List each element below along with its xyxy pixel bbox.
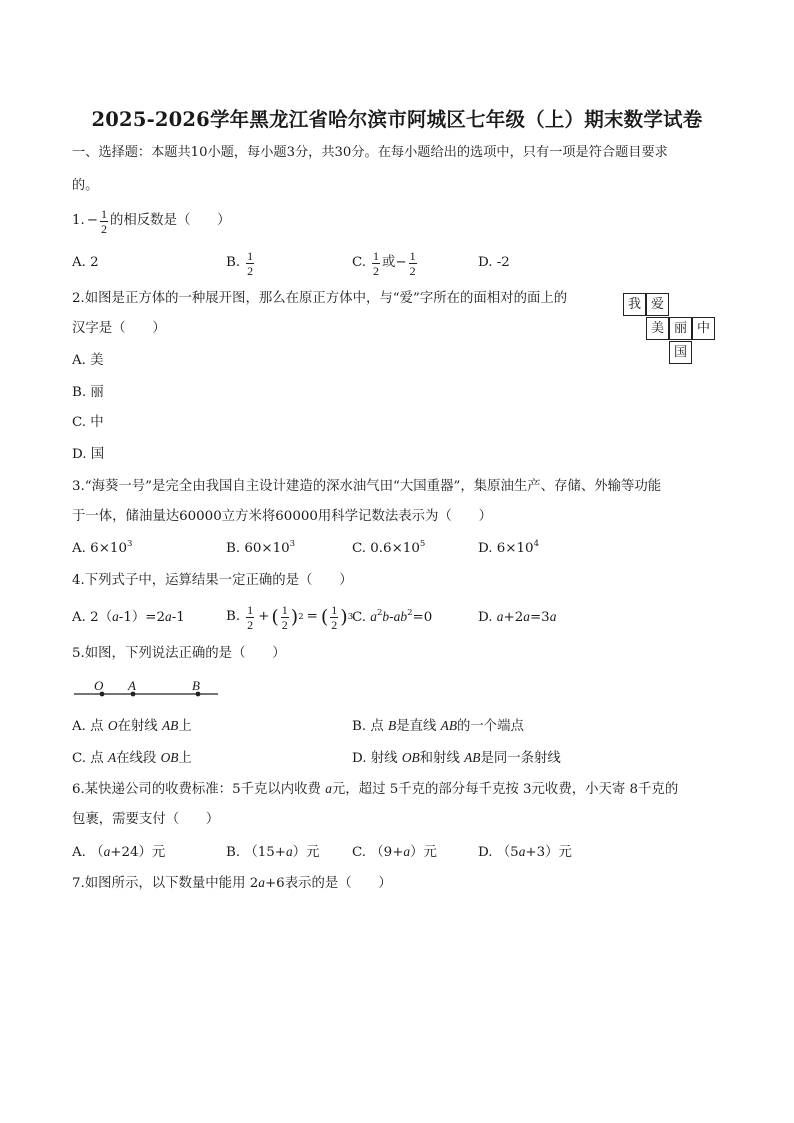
q1-option-c[interactable]: C. $\frac{1}{2}$ 或 − $\frac{1}{2}$	[352, 248, 416, 278]
q6-option-b[interactable]: B. （15+a）元	[226, 844, 320, 860]
q2-option-d[interactable]: D. 国	[72, 447, 105, 462]
q3-option-a[interactable]: A. $6\times 10^3$	[72, 539, 133, 556]
cube-face-li: 丽	[669, 317, 692, 340]
q5-option-b[interactable]: B. 点 B是直线 AB的一个端点	[352, 718, 524, 734]
cube-face-mei: 美	[646, 317, 669, 340]
fraction-one-half: $\frac{1}{2}$	[409, 248, 416, 278]
question-6-line2: 包裹，需要支付（ ）	[72, 812, 220, 827]
fraction-one-half: $\frac{1}{2}$	[281, 602, 288, 632]
q4-option-a[interactable]: A. 2（a-1）=2a-1	[72, 609, 185, 625]
section-header-line2: 的。	[72, 178, 99, 193]
q4-option-c[interactable]: C. $a^2b-ab^2=0$	[352, 608, 433, 625]
q1-option-d[interactable]: D. -2	[478, 255, 510, 270]
q1-option-b[interactable]: B. $\frac{1}{2}$	[226, 248, 254, 278]
q6-option-c[interactable]: C. （9+a）元	[352, 844, 437, 860]
q3-option-b[interactable]: B. $60\times 10^3$	[226, 539, 296, 556]
question-number: 1.	[72, 213, 85, 228]
q4-option-b[interactable]: B. $\frac{1}{2}$ + ( $\frac{1}{2}$ ) 2 = ( $\frac{1}{2}$ ) 3	[226, 602, 354, 632]
question-3-line2: 于一体，储油量达60000立方米将60000用科学记数法表示为（ ）	[72, 509, 492, 524]
cube-face-zhong: 中	[692, 317, 715, 340]
question-2-line2: 汉字是（ ）	[72, 321, 166, 336]
point-a-label: A	[128, 678, 136, 693]
question-text: 的相反数是（ ）	[110, 213, 231, 228]
q2-option-b[interactable]: B. 丽	[72, 385, 104, 400]
q5-option-c[interactable]: C. 点 A在线段 OB上	[72, 750, 192, 766]
question-3-line1: 3.“海葵一号”是完全由我国自主设计建造的深水油气田“大国重器”，集原油生产、存储、外输等功能	[72, 479, 662, 494]
page-title: 2025-2026学年黑龙江省哈尔滨市阿城区七年级（上）期末数学试卷	[91, 108, 703, 131]
question-4-stem: 4.下列式子中，运算结果一定正确的是（ ）	[72, 573, 353, 588]
q4-option-d[interactable]: D. a+2a=3a	[478, 609, 557, 625]
point-o-label: O	[94, 678, 104, 693]
question-1-stem	[72, 204, 231, 238]
cube-face-guo: 国	[669, 341, 692, 364]
cube-face-ai: 爱	[646, 293, 669, 316]
q2-option-a[interactable]: A. 美	[72, 353, 104, 368]
fraction-one-half: $\frac{1}{2}$	[247, 248, 254, 278]
fraction-one-half: $\frac{1}{2}$	[247, 602, 254, 632]
question-6-line1: 6.某快递公司的收费标准：5千克以内收费 a元，超过 5千克的部分每千克按 3元收费，小天寄 8千克的	[72, 781, 679, 797]
cube-face-wo: 我	[623, 293, 646, 316]
q2-option-c[interactable]: C. 中	[72, 415, 104, 430]
q6-option-d[interactable]: D. （5a+3）元	[478, 844, 572, 860]
q5-option-a[interactable]: A. 点 O在射线 AB上	[72, 718, 192, 734]
q3-option-d[interactable]: D. $6\times 10^4$	[478, 539, 539, 556]
question-7-stem: 7.如图所示，以下数量中能用 2a+6表示的是（ ）	[72, 875, 392, 891]
q3-option-c[interactable]: C. $0.6\times 10^5$	[352, 539, 426, 556]
question-5-stem: 5.如图，下列说法正确的是（ ）	[72, 646, 286, 661]
minus-sign: −	[86, 213, 99, 228]
fraction-one-half: $\frac{1}{2}$	[101, 206, 108, 236]
fraction-one-half: $\frac{1}{2}$	[331, 602, 338, 632]
fraction-one-half: $\frac{1}{2}$	[373, 248, 380, 278]
q6-option-a[interactable]: A. （a+24）元	[72, 844, 166, 860]
question-2-line1: 2.如图是正方体的一种展开图，那么在原正方体中，与“爱”字所在的面相对的面上的	[72, 291, 568, 306]
q5-option-d[interactable]: D. 射线 OB和射线 AB是同一条射线	[352, 750, 561, 766]
section-header-line1: 一、选择题：本题共10小题，每小题3分，共30分。在每小题给出的选项中，只有一项是符合题目要求	[72, 145, 668, 160]
q1-option-a[interactable]: A. 2	[72, 255, 99, 270]
point-b-label: B	[192, 678, 200, 693]
